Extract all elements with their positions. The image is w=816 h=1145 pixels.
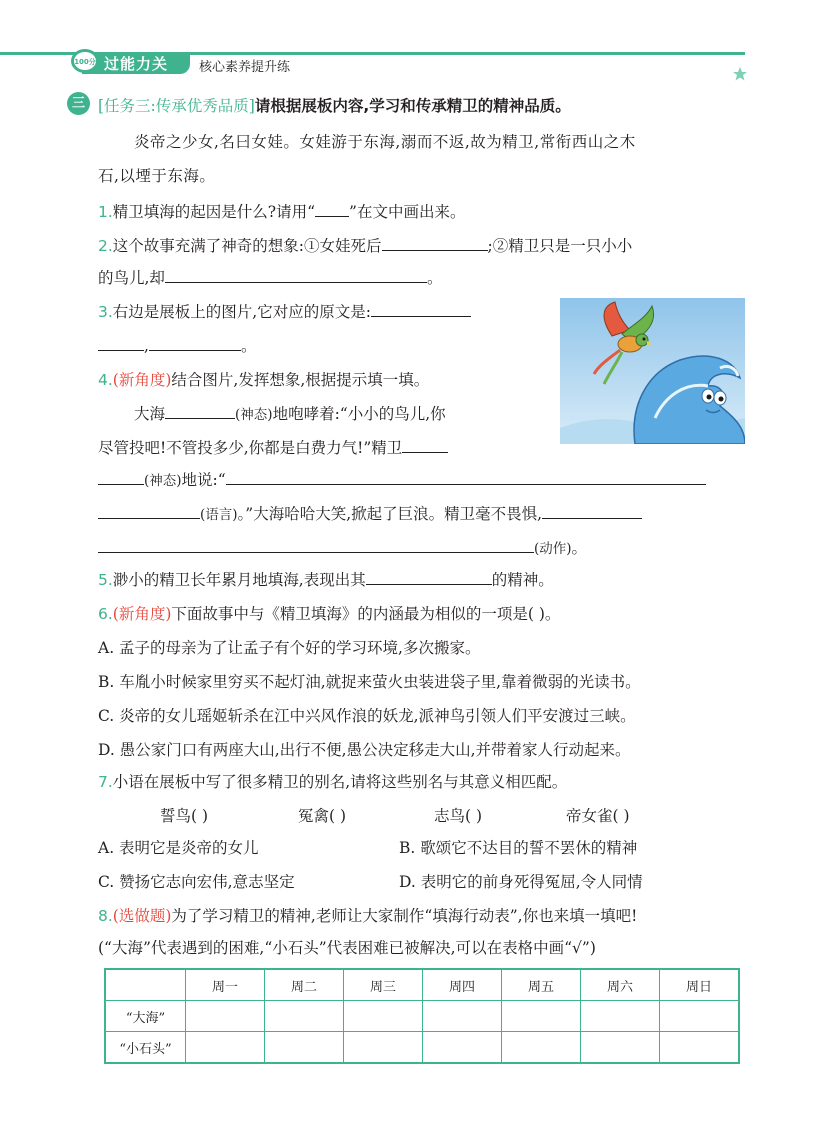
table-cell[interactable] <box>581 1001 660 1032</box>
q2-text-b: ;②精卫只是一只小小 <box>487 237 633 255</box>
day-wed: 周三 <box>344 969 423 1001</box>
q8-note: (“大海”代表遇到的困难,“小石头”代表困难已被解决,可以在表格中画“√”) <box>98 939 596 957</box>
q4-text: 结合图片,发挥想象,根据提示填一填。 <box>171 371 430 389</box>
day-sat: 周六 <box>581 969 660 1001</box>
table-cell[interactable] <box>265 1001 344 1032</box>
day-sun: 周日 <box>660 969 740 1001</box>
q4-tag: (新角度) <box>112 371 172 389</box>
q7-option-d: D. 表明它的前身死得冤屈,令人同情 <box>399 873 643 891</box>
table-cell[interactable] <box>660 1001 740 1032</box>
q7-text: 小语在展板中写了很多精卫的别名,请将这些别名与其意义相匹配。 <box>112 773 568 791</box>
table-cell[interactable] <box>502 1032 581 1064</box>
q4-hint-2: (神态) <box>144 473 182 489</box>
passage-line-2: 石,以堙于东海。 <box>98 167 216 185</box>
q8-tag: (选做题) <box>112 907 172 925</box>
table-cell[interactable] <box>423 1001 502 1032</box>
q6-option-c[interactable]: C. 炎帝的女儿瑶姬斩杀在江中兴风作浪的妖龙,派神鸟引领人们平安渡过三峡。 <box>98 707 636 725</box>
question-4-line-3 <box>98 468 706 490</box>
table-cell[interactable] <box>660 1032 740 1064</box>
table-cell[interactable] <box>186 1001 265 1032</box>
q3-blank-2[interactable] <box>98 334 144 351</box>
q3-number: 3. <box>98 303 113 321</box>
question-3 <box>98 300 471 322</box>
table-row <box>105 1001 739 1032</box>
header-title: 过能力关 <box>104 55 169 73</box>
q3-text-c: 。 <box>240 337 257 355</box>
question-4 <box>98 368 429 390</box>
table-row <box>105 1032 739 1064</box>
q4-l3-b: 地说:“ <box>181 471 226 489</box>
q4-blank-2b[interactable] <box>98 468 144 485</box>
q4-number: 4. <box>98 371 113 389</box>
q7-name-2[interactable]: 冤禽( ) <box>298 807 347 825</box>
row-label-stone: “小石头” <box>105 1032 186 1064</box>
q4-blank-3[interactable] <box>226 468 706 485</box>
q7-number: 7. <box>98 773 113 791</box>
passage-line-1: 炎帝之少女,名曰女娃。女娃游于东海,溺而不返,故为精卫,常衔西山之木 <box>134 133 636 151</box>
table-cell[interactable] <box>265 1032 344 1064</box>
table-cell[interactable] <box>344 1032 423 1064</box>
q4-hint-1: (神态) <box>235 407 273 423</box>
q8-text: 为了学习精卫的精神,老师让大家制作“填海行动表”,你也来填一填吧! <box>171 907 638 925</box>
question-2-line-2 <box>98 266 442 288</box>
q4-blank-4b[interactable] <box>98 536 534 553</box>
question-1 <box>98 200 465 222</box>
q2-blank-2[interactable] <box>165 266 427 283</box>
q5-text-a: 渺小的精卫长年累月地填海,表现出其 <box>112 571 366 589</box>
q7-name-4[interactable]: 帝女雀( ) <box>566 807 630 825</box>
q6-option-d[interactable]: D. 愚公家门口有两座大山,出行不便,愚公决定移走大山,并带着家人行动起来。 <box>98 741 631 759</box>
day-fri: 周五 <box>502 969 581 1001</box>
q5-blank[interactable] <box>366 568 492 585</box>
question-7 <box>98 770 567 792</box>
table-cell[interactable] <box>186 1032 265 1064</box>
q7-option-c: C. 赞扬它志向宏伟,意志坚定 <box>98 873 295 891</box>
q2-text-d: 。 <box>426 269 443 287</box>
q7-name-3[interactable]: 志鸟( ) <box>434 807 483 825</box>
q6-option-a[interactable]: A. 孟子的母亲为了让孟子有个好的学习环境,多次搬家。 <box>98 639 481 657</box>
question-4-line-4 <box>98 502 642 524</box>
question-4-line-2 <box>98 436 448 458</box>
q4-blank-3b[interactable] <box>98 502 200 519</box>
question-3-line-2 <box>98 334 256 356</box>
q4-l2-a: 尽管投吧!不管投多少,你都是白费力气!”精卫 <box>98 439 403 457</box>
task-label: [任务三:传承优秀品质] <box>98 97 255 115</box>
star-icon <box>732 66 748 82</box>
action-table <box>104 968 740 1064</box>
header-subtitle: 核心素养提升练 <box>199 60 291 75</box>
section-mark: 三 <box>67 92 90 115</box>
question-6 <box>98 602 560 624</box>
task-instruction: 请根据展板内容,学习和传承精卫的精神品质。 <box>254 97 571 115</box>
question-4-line-5 <box>98 536 587 558</box>
q6-tag: (新角度) <box>112 605 172 623</box>
jingwei-wave-picture <box>560 298 745 444</box>
q4-blank-2[interactable] <box>402 436 448 453</box>
q3-text-b: , <box>144 337 149 355</box>
table-cell[interactable] <box>581 1032 660 1064</box>
q4-blank-4[interactable] <box>542 502 642 519</box>
day-thu: 周四 <box>423 969 502 1001</box>
section-heading <box>98 94 571 116</box>
q4-hint-3: (语言) <box>200 507 238 523</box>
q1-number: 1. <box>98 203 113 221</box>
question-8 <box>98 904 637 926</box>
q6-option-b[interactable]: B. 车胤小时候家里穷买不起灯油,就捉来萤火虫装进袋子里,靠着微弱的光读书。 <box>98 673 641 691</box>
q1-blank[interactable] <box>315 200 349 217</box>
q1-text-a: 精卫填海的起因是什么?请用“ <box>112 203 316 221</box>
q2-text-a: 这个故事充满了神奇的想象:①女娃死后 <box>112 237 382 255</box>
q6-number: 6. <box>98 605 113 623</box>
q6-text: 下面故事中与《精卫填海》的内涵最为相似的一项是( )。 <box>171 605 561 623</box>
q7-option-a: A. 表明它是炎帝的女儿 <box>98 839 259 857</box>
q4-blank-1[interactable] <box>165 402 235 419</box>
q5-text-b: 的精神。 <box>491 571 554 589</box>
question-2 <box>98 234 632 256</box>
q3-blank-3[interactable] <box>149 334 241 351</box>
q8-number: 8. <box>98 907 113 925</box>
q7-name-1[interactable]: 誓鸟( ) <box>160 807 209 825</box>
q2-text-c: 的鸟儿,却 <box>98 269 165 287</box>
table-cell[interactable] <box>423 1032 502 1064</box>
q7-option-b: B. 歌颂它不达目的誓不罢休的精神 <box>399 839 638 857</box>
day-tue: 周二 <box>265 969 344 1001</box>
row-label-sea: “大海” <box>105 1001 186 1032</box>
table-header-row <box>105 969 739 1001</box>
table-corner <box>105 969 186 1001</box>
badge-text: 100分 <box>74 58 96 66</box>
q2-blank-1[interactable] <box>382 234 488 251</box>
table-cell[interactable] <box>502 1001 581 1032</box>
q5-number: 5. <box>98 571 113 589</box>
question-5 <box>98 568 554 590</box>
q3-blank-1[interactable] <box>371 300 471 317</box>
table-cell[interactable] <box>344 1001 423 1032</box>
q4-hint-4: (动作) <box>534 541 572 557</box>
q4-l4-b: 。”大海哈哈大笑,掀起了巨浪。精卫毫不畏惧, <box>237 505 543 523</box>
q3-text-a: 右边是展板上的图片,它对应的原文是: <box>112 303 371 321</box>
q4-l5-b: 。 <box>571 539 588 557</box>
score-badge-icon <box>70 47 100 75</box>
question-4-line-1 <box>134 402 446 424</box>
q4-l1-b: 地咆哮着:“小小的鸟儿,你 <box>272 405 446 423</box>
q2-number: 2. <box>98 237 113 255</box>
q4-l1-a: 大海 <box>134 405 166 423</box>
q1-text-b: ”在文中画出来。 <box>349 203 466 221</box>
day-mon: 周一 <box>186 969 265 1001</box>
